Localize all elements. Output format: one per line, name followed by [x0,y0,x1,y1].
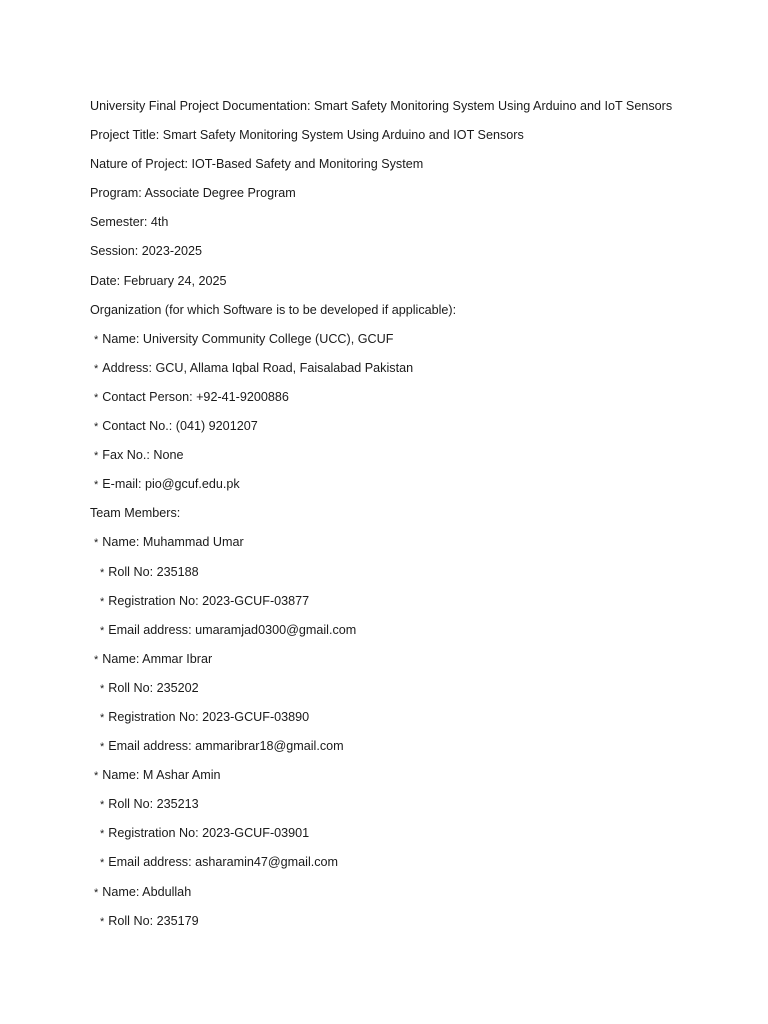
org-email-text: E-mail: pio@gcuf.edu.pk [102,477,240,492]
member-email [90,616,730,645]
bullet: * [100,711,105,724]
org-fax [90,441,730,470]
bullet: * [100,857,105,870]
member-name-text: Name: Muhammad Umar [102,535,244,550]
member-roll-text: Roll No: 235202 [108,680,199,695]
project-nature: Nature of Project: IOT-Based Safety and Monitoring System [90,157,424,172]
member-name [90,528,730,557]
bullet: * [100,915,105,928]
bullet: * [94,362,99,375]
member-email-text: Email address: ammaribrar18@gmail.com [108,739,344,754]
bullet: * [94,479,99,492]
project-title: Project Title: Smart Safety Monitoring System Using Arduino and IOT Sensors [90,128,524,143]
member-roll [90,558,730,587]
bullet: * [94,450,99,463]
member-registration [90,587,730,616]
member-roll [90,674,730,703]
org-name [90,325,730,354]
bullet: * [94,886,99,899]
team-label: Team Members: [90,506,181,521]
date: Date: February 24, 2025 [90,273,227,288]
bullet: * [100,682,105,695]
member-registration-text: Registration No: 2023-GCUF-03901 [108,826,310,841]
program: Program: Associate Degree Program [90,186,296,201]
member-name-text: Name: Ammar Ibrar [102,651,213,666]
bullet: * [100,595,105,608]
member-name [90,761,730,790]
organization-label: Organization (for which Software is to be developed if applicable): [90,302,457,317]
member-roll [90,790,730,819]
bullet: * [100,741,105,754]
member-roll [90,907,730,936]
member-registration-text: Registration No: 2023-GCUF-03877 [108,593,310,608]
member-email [90,848,730,877]
bullet: * [94,391,99,404]
member-registration-text: Registration No: 2023-GCUF-03890 [108,709,310,724]
session: Session: 2023-2025 [90,244,203,259]
org-contact-person-text: Contact Person: +92-41-9200886 [102,389,289,404]
org-fax-text: Fax No.: None [102,448,184,463]
member-roll-text: Roll No: 235179 [108,913,199,928]
member-name [90,645,730,674]
document-content [90,92,730,936]
document-heading: University Final Project Documentation: Smart Safety Monitoring System Using Arduino and IoT Sensors [90,99,673,113]
member-registration [90,819,730,848]
org-contact-no-text: Contact No.: (041) 9201207 [102,419,258,434]
org-contact-person [90,383,730,412]
bullet: * [100,624,105,637]
bullet: * [100,566,105,579]
bullet: * [94,333,99,346]
member-name-text: Name: M Ashar Amin [102,768,221,783]
member-email-text: Email address: asharamin47@gmail.com [108,855,339,870]
semester: Semester: 4th [90,215,169,230]
member-registration [90,703,730,732]
org-email [90,470,730,499]
member-email-text: Email address: umaramjad0300@gmail.com [108,622,357,637]
member-name-text: Name: Abdullah [102,884,192,899]
bullet: * [94,653,99,666]
member-roll-text: Roll No: 235188 [108,564,199,579]
org-contact-no [90,412,730,441]
bullet: * [94,537,99,550]
bullet: * [94,770,99,783]
member-email [90,732,730,761]
bullet: * [100,799,105,812]
bullet: * [100,828,105,841]
member-name [90,878,730,907]
member-roll-text: Roll No: 235213 [108,797,199,812]
org-name-text: Name: University Community College (UCC), GCUF [102,331,394,346]
bullet: * [94,421,99,434]
org-address [90,354,730,383]
org-address-text: Address: GCU, Allama Iqbal Road, Faisalabad Pakistan [102,360,414,375]
